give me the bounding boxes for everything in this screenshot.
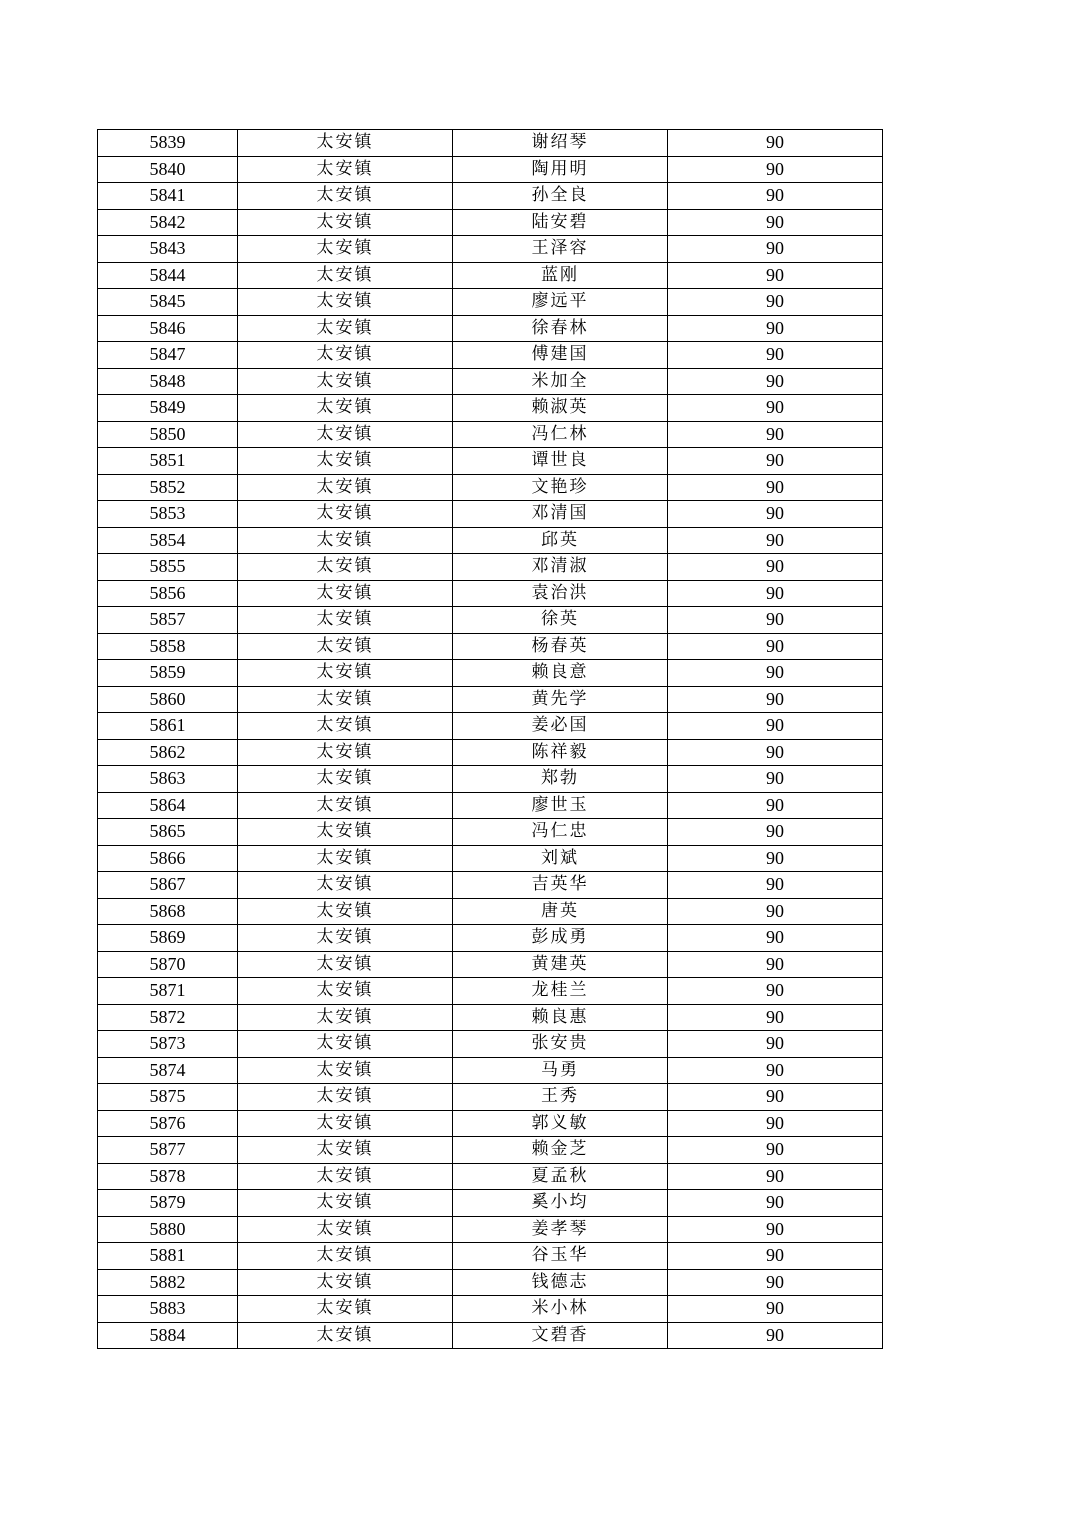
cell-town: 太安镇 <box>238 580 453 607</box>
cell-serial-number: 5858 <box>98 633 238 660</box>
cell-town: 太安镇 <box>238 633 453 660</box>
table-row <box>98 766 883 793</box>
cell-serial-number: 5874 <box>98 1057 238 1084</box>
cell-score: 90 <box>668 660 883 687</box>
cell-person-name: 刘斌 <box>453 845 668 872</box>
cell-score: 90 <box>668 501 883 528</box>
table-row <box>98 580 883 607</box>
cell-serial-number: 5877 <box>98 1137 238 1164</box>
cell-serial-number: 5865 <box>98 819 238 846</box>
table-row <box>98 1216 883 1243</box>
cell-person-name: 姜孝琴 <box>453 1216 668 1243</box>
cell-town: 太安镇 <box>238 1190 453 1217</box>
cell-serial-number: 5843 <box>98 236 238 263</box>
cell-serial-number: 5857 <box>98 607 238 634</box>
cell-person-name: 郑勃 <box>453 766 668 793</box>
cell-person-name: 张安贵 <box>453 1031 668 1058</box>
cell-person-name: 赖金芝 <box>453 1137 668 1164</box>
cell-score: 90 <box>668 978 883 1005</box>
cell-serial-number: 5839 <box>98 130 238 157</box>
cell-town: 太安镇 <box>238 342 453 369</box>
cell-serial-number: 5869 <box>98 925 238 952</box>
table-row <box>98 421 883 448</box>
cell-person-name: 赖良意 <box>453 660 668 687</box>
cell-score: 90 <box>668 845 883 872</box>
cell-serial-number: 5860 <box>98 686 238 713</box>
cell-person-name: 杨春英 <box>453 633 668 660</box>
cell-serial-number: 5864 <box>98 792 238 819</box>
cell-person-name: 唐英 <box>453 898 668 925</box>
table-row <box>98 554 883 581</box>
cell-town: 太安镇 <box>238 660 453 687</box>
table-row <box>98 156 883 183</box>
cell-town: 太安镇 <box>238 607 453 634</box>
cell-town: 太安镇 <box>238 1110 453 1137</box>
table-row <box>98 289 883 316</box>
cell-score: 90 <box>668 1243 883 1270</box>
cell-serial-number: 5847 <box>98 342 238 369</box>
table-row <box>98 395 883 422</box>
table-row <box>98 368 883 395</box>
cell-serial-number: 5866 <box>98 845 238 872</box>
cell-serial-number: 5884 <box>98 1322 238 1349</box>
cell-serial-number: 5853 <box>98 501 238 528</box>
cell-serial-number: 5862 <box>98 739 238 766</box>
cell-person-name: 米小林 <box>453 1296 668 1323</box>
cell-serial-number: 5870 <box>98 951 238 978</box>
cell-score: 90 <box>668 925 883 952</box>
table-row <box>98 315 883 342</box>
cell-town: 太安镇 <box>238 1084 453 1111</box>
cell-score: 90 <box>668 580 883 607</box>
cell-person-name: 陈祥毅 <box>453 739 668 766</box>
cell-serial-number: 5849 <box>98 395 238 422</box>
table-row <box>98 448 883 475</box>
cell-score: 90 <box>668 1110 883 1137</box>
cell-town: 太安镇 <box>238 209 453 236</box>
cell-score: 90 <box>668 236 883 263</box>
cell-town: 太安镇 <box>238 448 453 475</box>
table-row <box>98 713 883 740</box>
cell-score: 90 <box>668 1004 883 1031</box>
cell-score: 90 <box>668 262 883 289</box>
cell-person-name: 蓝刚 <box>453 262 668 289</box>
cell-town: 太安镇 <box>238 1216 453 1243</box>
cell-serial-number: 5876 <box>98 1110 238 1137</box>
cell-score: 90 <box>668 872 883 899</box>
cell-town: 太安镇 <box>238 872 453 899</box>
cell-town: 太安镇 <box>238 845 453 872</box>
cell-serial-number: 5878 <box>98 1163 238 1190</box>
cell-town: 太安镇 <box>238 554 453 581</box>
cell-person-name: 姜必国 <box>453 713 668 740</box>
cell-person-name: 陆安碧 <box>453 209 668 236</box>
cell-town: 太安镇 <box>238 527 453 554</box>
cell-town: 太安镇 <box>238 951 453 978</box>
table-row <box>98 527 883 554</box>
cell-person-name: 郭义敏 <box>453 1110 668 1137</box>
data-table <box>97 129 883 1349</box>
cell-serial-number: 5859 <box>98 660 238 687</box>
cell-person-name: 黄建英 <box>453 951 668 978</box>
cell-score: 90 <box>668 1296 883 1323</box>
cell-town: 太安镇 <box>238 262 453 289</box>
table-row <box>98 1084 883 1111</box>
cell-person-name: 彭成勇 <box>453 925 668 952</box>
cell-person-name: 夏孟秋 <box>453 1163 668 1190</box>
cell-score: 90 <box>668 898 883 925</box>
cell-serial-number: 5841 <box>98 183 238 210</box>
cell-serial-number: 5867 <box>98 872 238 899</box>
table-row <box>98 1031 883 1058</box>
table-row <box>98 1004 883 1031</box>
cell-score: 90 <box>668 289 883 316</box>
table-row <box>98 209 883 236</box>
cell-town: 太安镇 <box>238 1057 453 1084</box>
cell-score: 90 <box>668 633 883 660</box>
table-row <box>98 1137 883 1164</box>
cell-score: 90 <box>668 1163 883 1190</box>
cell-town: 太安镇 <box>238 819 453 846</box>
table-row <box>98 819 883 846</box>
table-row <box>98 686 883 713</box>
cell-person-name: 陶用明 <box>453 156 668 183</box>
cell-score: 90 <box>668 474 883 501</box>
cell-town: 太安镇 <box>238 1031 453 1058</box>
cell-score: 90 <box>668 766 883 793</box>
cell-person-name: 米加全 <box>453 368 668 395</box>
cell-serial-number: 5882 <box>98 1269 238 1296</box>
cell-serial-number: 5845 <box>98 289 238 316</box>
cell-person-name: 邓清淑 <box>453 554 668 581</box>
cell-town: 太安镇 <box>238 1004 453 1031</box>
cell-town: 太安镇 <box>238 898 453 925</box>
cell-person-name: 钱德志 <box>453 1269 668 1296</box>
cell-town: 太安镇 <box>238 315 453 342</box>
cell-score: 90 <box>668 713 883 740</box>
cell-score: 90 <box>668 395 883 422</box>
table-row <box>98 607 883 634</box>
cell-score: 90 <box>668 448 883 475</box>
cell-serial-number: 5842 <box>98 209 238 236</box>
cell-town: 太安镇 <box>238 713 453 740</box>
cell-town: 太安镇 <box>238 686 453 713</box>
table-row <box>98 1057 883 1084</box>
cell-score: 90 <box>668 951 883 978</box>
cell-person-name: 袁治洪 <box>453 580 668 607</box>
cell-town: 太安镇 <box>238 1137 453 1164</box>
cell-serial-number: 5881 <box>98 1243 238 1270</box>
cell-town: 太安镇 <box>238 395 453 422</box>
cell-score: 90 <box>668 1322 883 1349</box>
cell-score: 90 <box>668 1269 883 1296</box>
cell-town: 太安镇 <box>238 1296 453 1323</box>
table-row <box>98 262 883 289</box>
cell-score: 90 <box>668 1057 883 1084</box>
cell-serial-number: 5861 <box>98 713 238 740</box>
cell-person-name: 廖世玉 <box>453 792 668 819</box>
cell-town: 太安镇 <box>238 156 453 183</box>
cell-serial-number: 5844 <box>98 262 238 289</box>
table-row <box>98 1322 883 1349</box>
cell-score: 90 <box>668 315 883 342</box>
cell-score: 90 <box>668 1216 883 1243</box>
cell-person-name: 谭世良 <box>453 448 668 475</box>
cell-town: 太安镇 <box>238 368 453 395</box>
cell-town: 太安镇 <box>238 289 453 316</box>
cell-score: 90 <box>668 156 883 183</box>
cell-serial-number: 5879 <box>98 1190 238 1217</box>
cell-person-name: 龙桂兰 <box>453 978 668 1005</box>
table-row <box>98 342 883 369</box>
cell-town: 太安镇 <box>238 421 453 448</box>
cell-serial-number: 5852 <box>98 474 238 501</box>
table-row <box>98 1296 883 1323</box>
cell-score: 90 <box>668 209 883 236</box>
cell-serial-number: 5848 <box>98 368 238 395</box>
cell-person-name: 廖远平 <box>453 289 668 316</box>
cell-serial-number: 5873 <box>98 1031 238 1058</box>
cell-town: 太安镇 <box>238 236 453 263</box>
cell-person-name: 黄先学 <box>453 686 668 713</box>
table-body <box>98 130 883 1349</box>
cell-person-name: 傅建国 <box>453 342 668 369</box>
cell-serial-number: 5855 <box>98 554 238 581</box>
table-row <box>98 183 883 210</box>
cell-serial-number: 5850 <box>98 421 238 448</box>
cell-serial-number: 5856 <box>98 580 238 607</box>
cell-person-name: 邱英 <box>453 527 668 554</box>
cell-serial-number: 5883 <box>98 1296 238 1323</box>
table-row <box>98 739 883 766</box>
cell-serial-number: 5863 <box>98 766 238 793</box>
table-row <box>98 236 883 263</box>
cell-person-name: 吉英华 <box>453 872 668 899</box>
cell-person-name: 王泽容 <box>453 236 668 263</box>
cell-town: 太安镇 <box>238 1163 453 1190</box>
table-row <box>98 1190 883 1217</box>
table-row <box>98 1269 883 1296</box>
cell-score: 90 <box>668 607 883 634</box>
table-row <box>98 792 883 819</box>
cell-serial-number: 5880 <box>98 1216 238 1243</box>
cell-town: 太安镇 <box>238 978 453 1005</box>
cell-score: 90 <box>668 1190 883 1217</box>
cell-town: 太安镇 <box>238 925 453 952</box>
cell-town: 太安镇 <box>238 1243 453 1270</box>
table-row <box>98 925 883 952</box>
cell-person-name: 马勇 <box>453 1057 668 1084</box>
cell-serial-number: 5871 <box>98 978 238 1005</box>
cell-serial-number: 5854 <box>98 527 238 554</box>
cell-score: 90 <box>668 792 883 819</box>
cell-person-name: 孙全良 <box>453 183 668 210</box>
cell-score: 90 <box>668 342 883 369</box>
cell-score: 90 <box>668 1084 883 1111</box>
cell-serial-number: 5868 <box>98 898 238 925</box>
cell-person-name: 谢绍琴 <box>453 130 668 157</box>
cell-town: 太安镇 <box>238 1269 453 1296</box>
table-row <box>98 1110 883 1137</box>
cell-person-name: 冯仁林 <box>453 421 668 448</box>
table-row <box>98 898 883 925</box>
cell-person-name: 王秀 <box>453 1084 668 1111</box>
cell-town: 太安镇 <box>238 766 453 793</box>
cell-serial-number: 5872 <box>98 1004 238 1031</box>
cell-town: 太安镇 <box>238 1322 453 1349</box>
cell-person-name: 文艳珍 <box>453 474 668 501</box>
cell-score: 90 <box>668 739 883 766</box>
table-row <box>98 951 883 978</box>
cell-person-name: 赖淑英 <box>453 395 668 422</box>
table-row <box>98 474 883 501</box>
table-row <box>98 501 883 528</box>
cell-town: 太安镇 <box>238 474 453 501</box>
cell-score: 90 <box>668 421 883 448</box>
cell-score: 90 <box>668 819 883 846</box>
cell-town: 太安镇 <box>238 130 453 157</box>
cell-serial-number: 5875 <box>98 1084 238 1111</box>
table-row <box>98 1163 883 1190</box>
table-row <box>98 633 883 660</box>
cell-town: 太安镇 <box>238 501 453 528</box>
cell-person-name: 赖良惠 <box>453 1004 668 1031</box>
cell-person-name: 徐春林 <box>453 315 668 342</box>
cell-person-name: 徐英 <box>453 607 668 634</box>
table-row <box>98 130 883 157</box>
cell-person-name: 奚小均 <box>453 1190 668 1217</box>
cell-person-name: 冯仁忠 <box>453 819 668 846</box>
cell-person-name: 谷玉华 <box>453 1243 668 1270</box>
cell-person-name: 文碧香 <box>453 1322 668 1349</box>
table-row <box>98 978 883 1005</box>
table-row <box>98 1243 883 1270</box>
cell-serial-number: 5840 <box>98 156 238 183</box>
cell-score: 90 <box>668 183 883 210</box>
cell-score: 90 <box>668 368 883 395</box>
table-row <box>98 660 883 687</box>
cell-town: 太安镇 <box>238 183 453 210</box>
cell-serial-number: 5851 <box>98 448 238 475</box>
cell-town: 太安镇 <box>238 792 453 819</box>
cell-score: 90 <box>668 686 883 713</box>
cell-serial-number: 5846 <box>98 315 238 342</box>
cell-town: 太安镇 <box>238 739 453 766</box>
cell-score: 90 <box>668 527 883 554</box>
table-row <box>98 872 883 899</box>
cell-score: 90 <box>668 1031 883 1058</box>
cell-score: 90 <box>668 130 883 157</box>
cell-score: 90 <box>668 1137 883 1164</box>
cell-person-name: 邓清国 <box>453 501 668 528</box>
table-row <box>98 845 883 872</box>
cell-score: 90 <box>668 554 883 581</box>
